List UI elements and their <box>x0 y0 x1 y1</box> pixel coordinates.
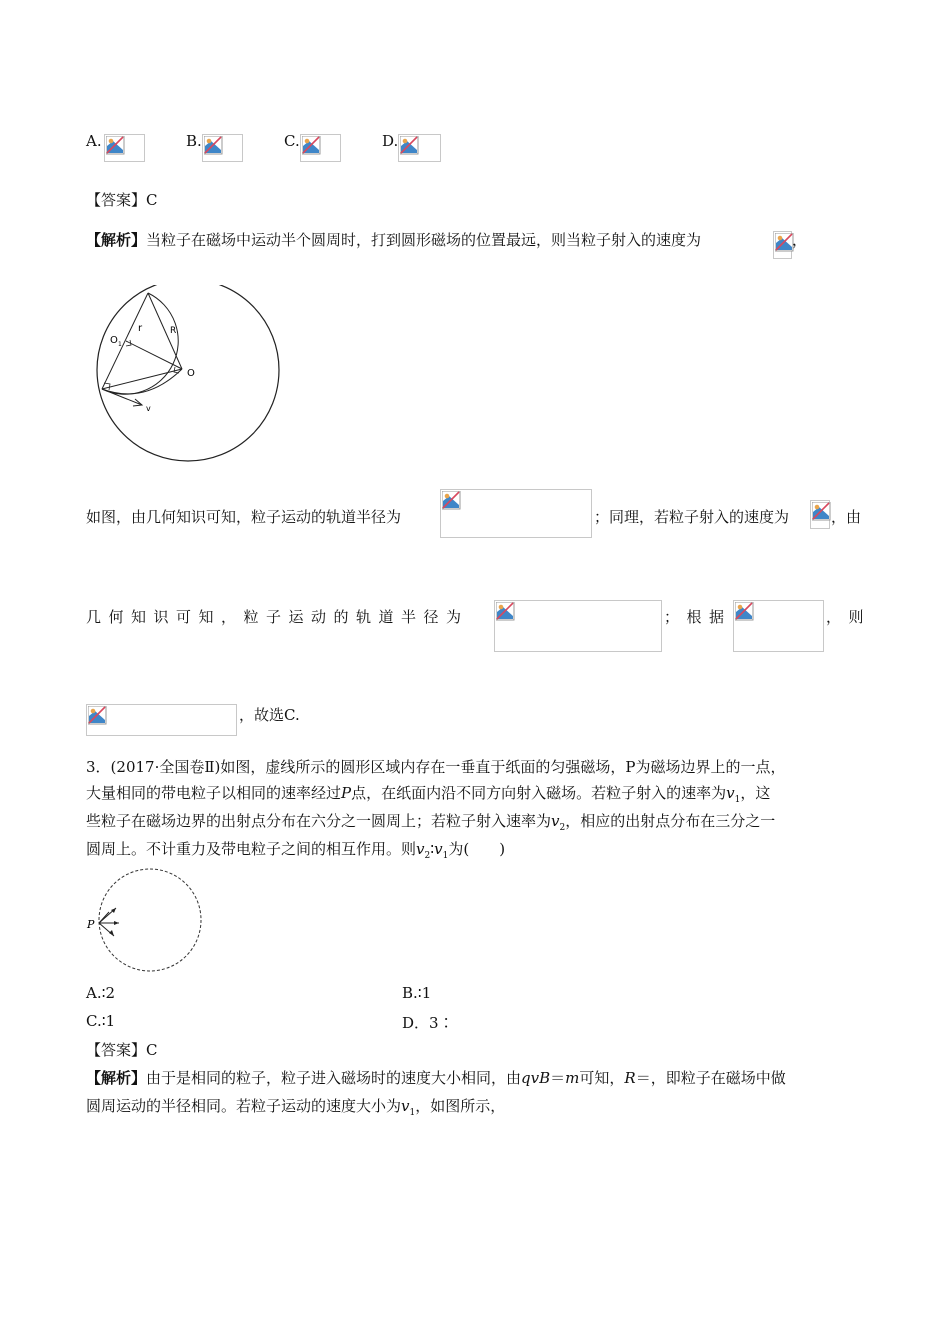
option-b-label: B. <box>186 132 202 150</box>
label-O: O <box>187 368 195 379</box>
line2-part2: ；同理，若粒子射入的速度为 <box>594 508 790 526</box>
radius-symbol: R <box>624 1069 636 1087</box>
qvb: qvB <box>521 1069 551 1087</box>
ratio-formula-image <box>86 704 237 736</box>
image-placeholder-icon <box>442 491 461 510</box>
velocity-arrow <box>102 389 142 405</box>
analysis-q3-label: 【解析】 <box>86 1069 147 1087</box>
label-O1-sub: 1 <box>118 341 122 348</box>
option-b-image <box>202 134 243 162</box>
v1: v <box>726 784 735 802</box>
v2-ratio-sub: 2 <box>424 851 431 861</box>
label-O1: O <box>110 335 118 346</box>
q3-line3 <box>86 810 775 833</box>
analysis-label: 【解析】 <box>86 231 147 249</box>
point-p: P <box>341 784 352 802</box>
v1-sub: 1 <box>734 795 741 805</box>
analysis-q3-text-a: 由于是相同的粒子，粒子进入磁场时的速度大小相同，由 <box>146 1069 522 1087</box>
v2: v <box>551 812 560 830</box>
label-R: R <box>170 326 177 336</box>
geometry-figure <box>90 285 290 465</box>
line3-part3: ，则 <box>826 608 872 626</box>
analysis-q3-text-b: 可知， <box>579 1069 625 1087</box>
line3-part1: 几何知识可知，粒子运动的轨道半径为 <box>86 608 469 626</box>
label-r: r <box>138 323 143 334</box>
v1-analysis: v <box>401 1097 410 1115</box>
option-a-image <box>104 134 145 162</box>
q3-line1: 3．(2017·全国卷Ⅱ)如图，虚线所示的圆形区域内存在一垂直于纸面的匀强磁场，P为磁场边界上的一点， <box>86 758 786 776</box>
comma: ， <box>792 231 808 249</box>
choice-a: A.∶2 <box>86 984 116 1002</box>
ratio-colon: ∶ <box>430 840 435 858</box>
option-a-label: A. <box>86 132 102 150</box>
radius-formula-image-2 <box>494 600 662 652</box>
image-placeholder-icon <box>302 136 321 155</box>
q3-line2-text-b: 点，在纸面内沿不同方向射入磁场。若粒子射入的速率为 <box>351 784 727 802</box>
v1-analysis-sub: 1 <box>409 1108 416 1118</box>
q3-line3-text-a: 些粒子在磁场边界的出射点分布在六分之一圆周上；若粒子射入速率为 <box>86 812 552 830</box>
option-d-image <box>398 134 441 162</box>
option-c-image <box>300 134 341 162</box>
image-placeholder-icon <box>88 706 107 725</box>
label-v: v <box>146 404 151 413</box>
dashed-field-boundary <box>99 869 201 971</box>
analysis-q3-line2-text-b: ，如图所示， <box>415 1097 506 1115</box>
image-placeholder-icon <box>812 502 831 521</box>
q3-line3-text-b: ，相应的出射点分布在三分之一 <box>565 812 776 830</box>
answer-q2: 【答案】C <box>86 191 158 209</box>
line3-part2: ；根据 <box>664 608 732 626</box>
choice-b: B.∶1 <box>402 984 432 1002</box>
image-placeholder-icon <box>735 602 754 621</box>
velocity-formula-image-2 <box>810 500 830 529</box>
choice-c: C.∶1 <box>86 1012 116 1030</box>
formula-image-3 <box>733 600 824 652</box>
answer-q3: 【答案】C <box>86 1041 158 1059</box>
option-c-label: C. <box>284 132 300 150</box>
particle-ray-4 <box>99 912 109 923</box>
image-placeholder-icon <box>106 136 125 155</box>
option-d-label: D. <box>382 132 399 150</box>
v1-ratio: v <box>434 840 443 858</box>
radius-formula-image-1 <box>440 489 592 538</box>
choice-d: D．3∶ <box>402 1014 454 1032</box>
q3-line2-text-a: 大量相同的带电粒子以相同的速率经过 <box>86 784 342 802</box>
velocity-formula-image <box>773 231 792 259</box>
q3-line4 <box>86 838 505 861</box>
radius-r <box>126 341 182 369</box>
dashed-circle-figure <box>84 866 209 976</box>
q3-line4-text-a: 圆周上。不计重力及带电粒子之间的相互作用。则 <box>86 840 417 858</box>
q3-line4-text-b: 为( ) <box>448 840 506 858</box>
analysis-q3-line2-text-a: 圆周运动的半径相同。若粒子运动的速度大小为 <box>86 1097 402 1115</box>
image-placeholder-icon <box>400 136 419 155</box>
analysis-q3-line1 <box>86 1067 786 1088</box>
v2-ratio: v <box>416 840 425 858</box>
v1-ratio-sub: 1 <box>442 851 449 861</box>
trajectory-arc-lower <box>102 369 182 394</box>
line4-conclusion: ，故选C. <box>239 706 300 724</box>
q3-line2-text-c: ，这 <box>740 784 771 802</box>
mass-m: m <box>565 1069 580 1087</box>
image-placeholder-icon <box>496 602 515 621</box>
line2-part3: ，由 <box>831 508 862 526</box>
analysis-q3-text-c: ＝，即粒子在磁场中做 <box>635 1069 786 1087</box>
image-placeholder-icon <box>204 136 223 155</box>
equals: ＝ <box>550 1069 566 1087</box>
analysis-text: 当粒子在磁场中运动半个圆周时，打到圆形磁场的位置最远，则当粒子射入的速度为 <box>146 231 702 249</box>
v2-sub: 2 <box>559 823 566 833</box>
figure-label-p: P <box>87 918 95 931</box>
analysis-q3-line2 <box>86 1095 505 1118</box>
q3-line2 <box>86 782 770 805</box>
chord-line <box>102 293 148 389</box>
line2-part1: 如图，由几何知识可知，粒子运动的轨道半径为 <box>86 508 402 526</box>
analysis-q2-line1 <box>86 229 701 250</box>
